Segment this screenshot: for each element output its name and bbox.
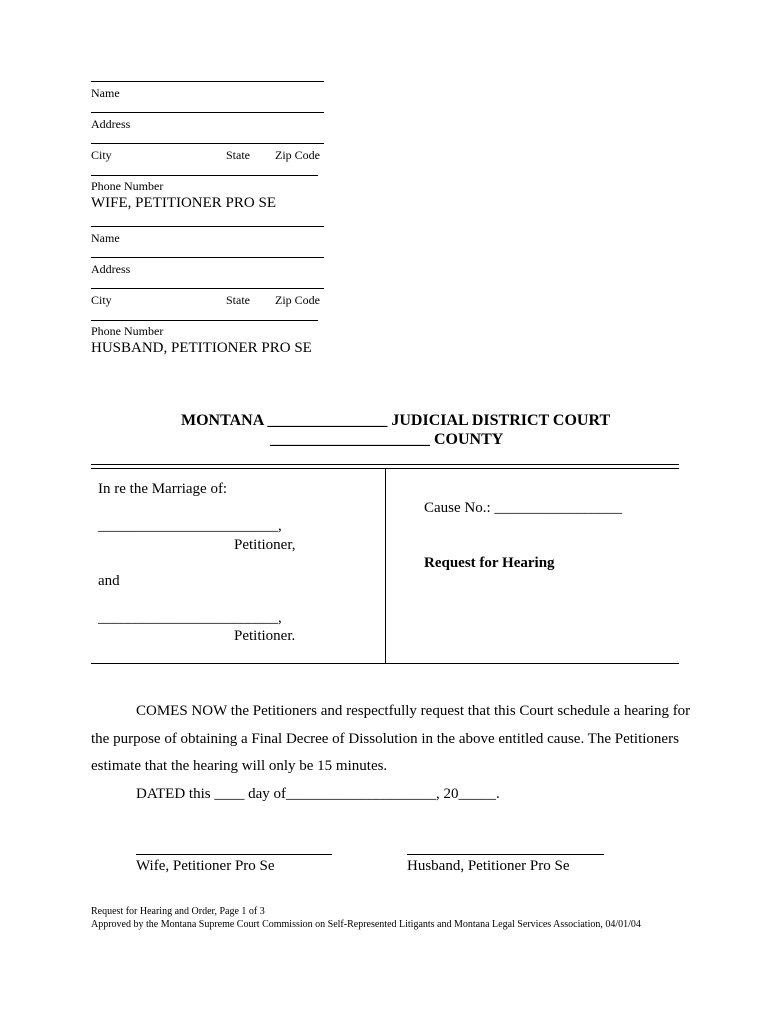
wife-state-label: State <box>226 148 250 162</box>
court-county: COUNTY <box>434 431 504 448</box>
court-state: MONTANA <box>181 412 264 429</box>
husband-zip-label: Zip Code <box>275 293 320 307</box>
wife-zip-label: Zip Code <box>275 148 320 162</box>
and-label: and <box>98 573 120 589</box>
in-re-label: In re the Marriage of: <box>98 481 228 497</box>
husband-signature-label: Husband, Petitioner Pro Se <box>407 858 570 874</box>
footer-approval: Approved by the Montana Supreme Court Commission on Self-Represented Litigants and Montana Legal Services Association, 04/01/04 <box>91 919 641 930</box>
court-line-2 <box>270 431 503 449</box>
footer-page-info: Request for Hearing and Order, Page 1 of 3 <box>91 906 265 917</box>
court-district: JUDICIAL DISTRICT COURT <box>391 412 611 429</box>
dated-line[interactable]: DATED this ____ day of____________________, 20_____. <box>136 786 500 802</box>
wife-phone-line[interactable] <box>91 175 318 176</box>
caption-divider <box>385 469 386 663</box>
wife-signature-label: Wife, Petitioner Pro Se <box>136 858 275 874</box>
wife-city-label: City <box>91 148 112 162</box>
wife-address-label: Address <box>91 117 131 131</box>
petitioner-1-label: Petitioner, <box>234 537 296 553</box>
petitioner-1-blank[interactable]: ________________________, <box>98 518 282 534</box>
petitioner-2-blank[interactable]: ________________________, <box>98 610 282 626</box>
husband-name-label: Name <box>91 231 120 245</box>
court-county-blank[interactable]: ____________________ <box>270 431 430 448</box>
husband-signature-line[interactable] <box>407 854 604 855</box>
husband-state-label: State <box>226 293 250 307</box>
husband-address-line[interactable] <box>91 257 324 258</box>
husband-name-line[interactable] <box>91 226 324 227</box>
cause-number[interactable]: Cause No.: _________________ <box>424 500 622 516</box>
husband-city-label: City <box>91 293 112 307</box>
husband-role: HUSBAND, PETITIONER PRO SE <box>91 340 312 356</box>
wife-role: WIFE, PETITIONER PRO SE <box>91 195 276 211</box>
husband-phone-line[interactable] <box>91 320 318 321</box>
caption-bottom-rule <box>91 663 679 664</box>
husband-phone-label: Phone Number <box>91 324 164 338</box>
petitioner-2-label: Petitioner. <box>234 628 296 644</box>
wife-address-line[interactable] <box>91 112 324 113</box>
husband-address-label: Address <box>91 262 131 276</box>
body-line-1: COMES NOW the Petitioners and respectfully request that this Court schedule a hearing for <box>136 703 691 719</box>
document-title: Request for Hearing <box>424 555 555 571</box>
body-line-3: estimate that the hearing will only be 15 minutes. <box>91 758 388 774</box>
caption-top-rule-1 <box>91 464 679 465</box>
wife-phone-label: Phone Number <box>91 179 164 193</box>
wife-name-label: Name <box>91 86 120 100</box>
wife-name-line[interactable] <box>91 81 324 82</box>
court-district-blank[interactable]: _______________ <box>267 412 388 429</box>
wife-signature-line[interactable] <box>136 854 332 855</box>
husband-city-line[interactable] <box>91 288 324 289</box>
wife-city-line[interactable] <box>91 143 324 144</box>
court-line-1 <box>181 412 610 430</box>
body-line-2: the purpose of obtaining a Final Decree of Dissolution in the above entitled cause. The Petitioners <box>91 731 679 747</box>
